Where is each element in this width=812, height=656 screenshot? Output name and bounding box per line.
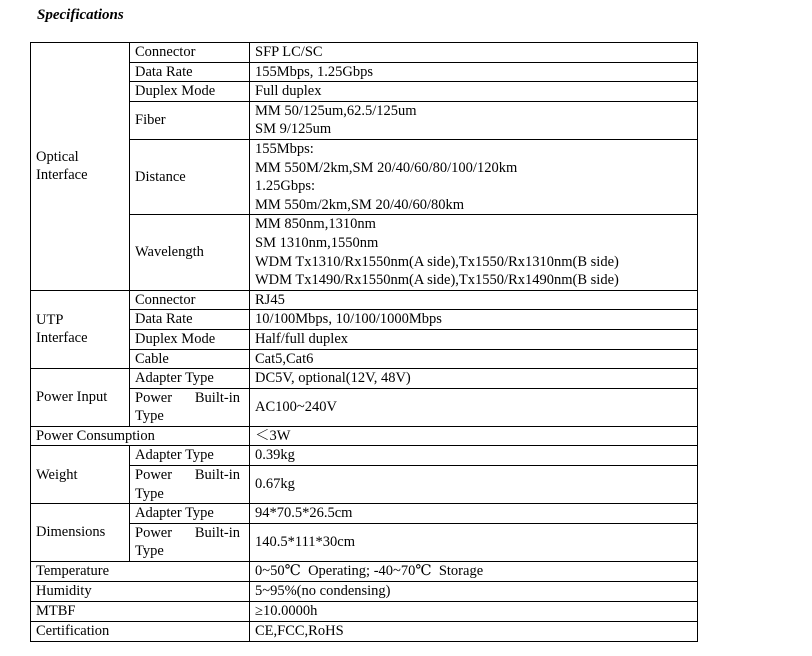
table-row <box>31 215 698 290</box>
table-row <box>31 388 698 426</box>
value-line: MM 550M/2km,SM 20/40/60/80/100/120km <box>255 159 518 176</box>
param-label: Humidity <box>31 582 250 602</box>
param-label: Data Rate <box>130 310 250 330</box>
param-value: ＜3W <box>250 426 698 446</box>
param-label-text: Power Built-in Type <box>135 389 240 425</box>
param-value <box>250 101 698 139</box>
group-label-dimensions: Dimensions <box>31 504 130 562</box>
table-row <box>31 602 698 622</box>
value-line: 1.25Gbps: <box>255 178 316 195</box>
param-value: 10/100Mbps, 10/100/1000Mbps <box>250 310 698 330</box>
param-label: Connector <box>130 290 250 310</box>
param-label: Distance <box>130 139 250 214</box>
param-label-text: Power Built-in Type <box>135 467 240 502</box>
param-label: Cable <box>130 349 250 369</box>
param-label: Adapter Type <box>130 504 250 524</box>
group-label-power-input: Power Input <box>31 369 130 427</box>
table-row <box>31 139 698 214</box>
value-line: MM 550m/2km,SM 20/40/60/80km <box>255 196 465 213</box>
param-label: Duplex Mode <box>130 329 250 349</box>
param-value: 0.39kg <box>250 446 698 466</box>
value-line: WDM Tx1310/Rx1550nm(A side),Tx1550/Rx1310nm(B side) <box>255 253 619 270</box>
group-label-line: UTP <box>36 311 64 328</box>
group-label-line: Interface <box>36 167 88 184</box>
param-value: 0~50℃ Operating; -40~70℃ Storage <box>250 562 698 582</box>
table-row <box>31 562 698 582</box>
table-row <box>31 622 698 642</box>
param-value: 5~95%(no condensing) <box>250 582 698 602</box>
value-line: WDM Tx1490/Rx1550nm(A side),Tx1550/Rx1490nm(B side) <box>255 272 619 289</box>
value-line: SM 1310nm,1550nm <box>255 234 379 251</box>
group-label-optical-interface <box>31 43 130 291</box>
param-label: Power Consumption <box>31 426 250 446</box>
table-row <box>31 369 698 389</box>
table-row <box>31 446 698 466</box>
value-line: MM 850nm,1310nm <box>255 216 376 233</box>
table-row <box>31 349 698 369</box>
table-row <box>31 62 698 82</box>
table-row <box>31 523 698 561</box>
param-label-text: Power Built-in Type <box>135 524 240 560</box>
param-value: AC100~240V <box>250 388 698 426</box>
param-label: Data Rate <box>130 62 250 82</box>
param-value: Full duplex <box>250 82 698 102</box>
value-line: SM 9/125um <box>255 121 332 138</box>
param-value: Half/full duplex <box>250 329 698 349</box>
table-row <box>31 329 698 349</box>
table-row <box>31 43 698 63</box>
param-label <box>130 466 250 504</box>
param-label: Certification <box>31 622 250 642</box>
table-row <box>31 466 698 504</box>
param-value: SFP LC/SC <box>250 43 698 63</box>
param-value: 155Mbps, 1.25Gbps <box>250 62 698 82</box>
value-line: 155Mbps: <box>255 140 314 157</box>
group-label-weight: Weight <box>31 446 130 504</box>
param-label: Wavelength <box>130 215 250 290</box>
param-value: 140.5*111*30cm <box>250 523 698 561</box>
param-value: 94*70.5*26.5cm <box>250 504 698 524</box>
param-label: Fiber <box>130 101 250 139</box>
table-row <box>31 82 698 102</box>
param-value: CE,FCC,RoHS <box>250 622 698 642</box>
param-label: MTBF <box>31 602 250 622</box>
value-line: MM 50/125um,62.5/125um <box>255 102 417 119</box>
param-value: DC5V, optional(12V, 48V) <box>250 369 698 389</box>
table-row <box>31 290 698 310</box>
param-value: 0.67kg <box>250 466 698 504</box>
group-label-line: Interface <box>36 330 88 347</box>
param-label: Duplex Mode <box>130 82 250 102</box>
param-label <box>130 388 250 426</box>
param-label: Temperature <box>31 562 250 582</box>
param-label <box>130 523 250 561</box>
group-label-line: Optical <box>36 148 79 165</box>
param-label: Adapter Type <box>130 369 250 389</box>
table-row <box>31 426 698 446</box>
group-label-utp-interface <box>31 290 130 368</box>
table-row <box>31 310 698 330</box>
table-row <box>31 101 698 139</box>
param-value <box>250 215 698 290</box>
table-row <box>31 504 698 524</box>
param-label: Connector <box>130 43 250 63</box>
param-value: ≥10.0000h <box>250 602 698 622</box>
param-value: RJ45 <box>250 290 698 310</box>
param-value: Cat5,Cat6 <box>250 349 698 369</box>
param-value <box>250 139 698 214</box>
page-heading: Specifications <box>37 7 124 23</box>
specifications-table <box>30 42 698 642</box>
table-row <box>31 582 698 602</box>
param-label: Adapter Type <box>130 446 250 466</box>
